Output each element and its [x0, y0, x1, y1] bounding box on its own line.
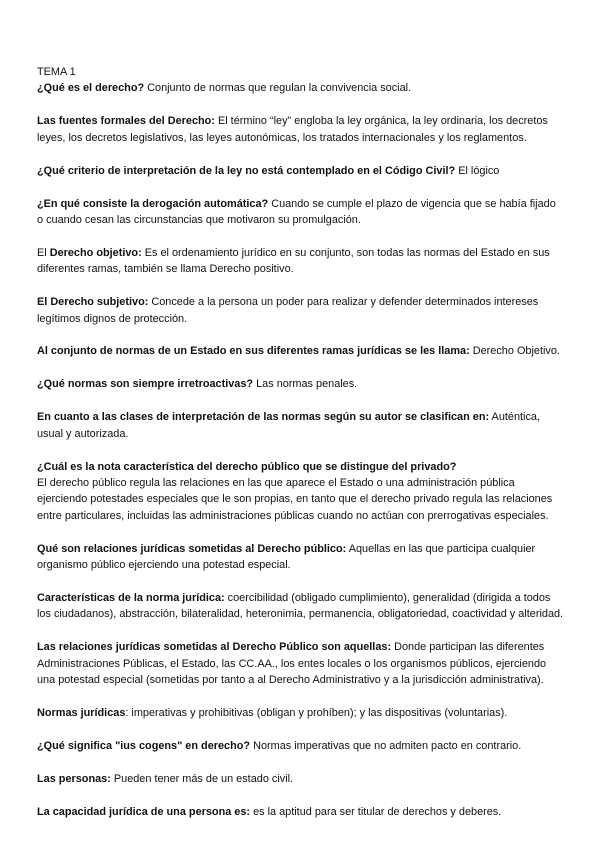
paragraph-derecho-publico-privado — [37, 459, 564, 525]
section-title: TEMA 1 — [37, 66, 76, 78]
paragraph-personas — [37, 771, 564, 787]
paragraph-que-es-derecho — [37, 80, 564, 96]
paragraph-normas-juridicas — [37, 705, 564, 721]
question: ¿Qué es el derecho? — [37, 82, 145, 95]
answer: Cuando se cumple el plazo de vigencia que se había fijado o cuando cesan las circunstancias que motivaron su promulgación. — [37, 197, 556, 226]
paragraph-clases-interpretacion — [37, 409, 564, 442]
answer: es la aptitud para ser titular de derechos y deberes. — [250, 805, 502, 818]
paragraph-irretroactivas — [37, 376, 564, 392]
paragraph-capacidad-juridica — [37, 804, 564, 820]
answer: Es el ordenamiento jurídico en su conjunto, son todas las normas del Estado en sus diferentes ramas, también se llama Derecho positivo. — [37, 246, 550, 276]
question: ¿Qué criterio de interpretación de la ley no está contemplado en el Código Civil? — [37, 164, 456, 177]
question: En cuanto a las clases de interpretación de las normas según su autor se clasifican en: — [37, 411, 490, 424]
answer: El lógico — [455, 164, 500, 177]
answer: Pueden tener más de un estado civil. — [110, 772, 294, 785]
answer: Las normas penales. — [253, 378, 358, 391]
answer: El derecho público regula las relaciones en las que aparece el Estado o una administración pública ejerciendo potestades especiales que le son propias, en tanto que el derecho privado regula las relaciones entre particulares, incluidas las administraciones públicas cuando no actúan con prerrogativas especiales. — [37, 477, 553, 522]
question: Las personas: — [37, 772, 111, 785]
paragraph-relaciones-juridicas — [37, 541, 564, 574]
paragraph-caracteristicas-norma — [37, 590, 564, 623]
question: ¿Qué significa "ius cogens" en derecho? — [37, 739, 251, 752]
paragraph-criterio-interpretacion — [37, 163, 564, 179]
answer: El término “ley” engloba la ley orgánica, la ley ordinaria, los decretos leyes, los decretos legislativos, las leyes autonómicas, los tratados internacionales y los reglamentos. — [37, 115, 548, 144]
answer: Derecho Objetivo. — [469, 345, 560, 358]
question: ¿En qué consiste la derogación automática? — [37, 197, 269, 210]
question: Las fuentes formales del Derecho: — [37, 115, 215, 128]
answer: : imperativas y prohibitivas (obligan y prohíben); y las dispositivas (voluntarias). — [125, 707, 508, 720]
question: Al conjunto de normas de un Estado en sus diferentes ramas jurídicas se les llama: — [37, 345, 470, 358]
question: ¿Cuál es la nota característica del derecho público que se distingue del privado? — [37, 460, 457, 473]
question: La capacidad jurídica de una persona es: — [37, 805, 251, 818]
question: El Derecho subjetivo: — [37, 296, 149, 309]
paragraph-relaciones-derecho-publico — [37, 639, 564, 688]
question: Características de la norma jurídica: — [37, 592, 225, 605]
question: Qué son relaciones jurídicas sometidas al Derecho público: — [37, 542, 347, 555]
answer: Aquellas en las que participa cualquier organismo público ejerciendo una potestad especial. — [37, 542, 536, 572]
prefix: El — [37, 246, 50, 259]
question: Las relaciones jurídicas sometidas al Derecho Público son aquellas: — [37, 641, 392, 654]
paragraph-derogacion-automatica — [37, 196, 564, 229]
paragraph-derecho-objetivo — [37, 245, 564, 278]
paragraph-ius-cogens — [37, 738, 564, 754]
paragraph-fuentes-formales — [37, 113, 564, 146]
question: Normas jurídicas — [37, 707, 126, 720]
answer: Concede a la persona un poder para realizar y defender determinados intereses legítimos dignos de protección. — [37, 296, 539, 325]
paragraph-derecho-subjetivo — [37, 294, 564, 327]
answer: Normas imperativas que no admiten pacto en contrario. — [250, 739, 522, 752]
paragraph-conjunto-normas — [37, 343, 564, 359]
question: ¿Qué normas son siempre irretroactivas? — [37, 378, 254, 391]
question: Derecho objetivo: — [49, 246, 142, 259]
answer: Conjunto de normas que regulan la convivencia social. — [144, 82, 412, 95]
answer: Auténtica, usual y autorizada. — [37, 411, 540, 440]
answer: coercibilidad (obligado cumplimiento), generalidad (dirigida a todos los ciudadanos), abstracción, bilateralidad, heteronimia, permanencia, obligatoriedad, coactividad y alteridad. — [37, 592, 564, 621]
answer: Donde participan las diferentes Administraciones Públicas, el Estado, las CC.AA., los entes locales o los organismos públicos, ejerciendo una potestad especial (sometidas por tanto a al Derecho Administrativo y a la jurisdicción administrativa). — [37, 641, 547, 687]
